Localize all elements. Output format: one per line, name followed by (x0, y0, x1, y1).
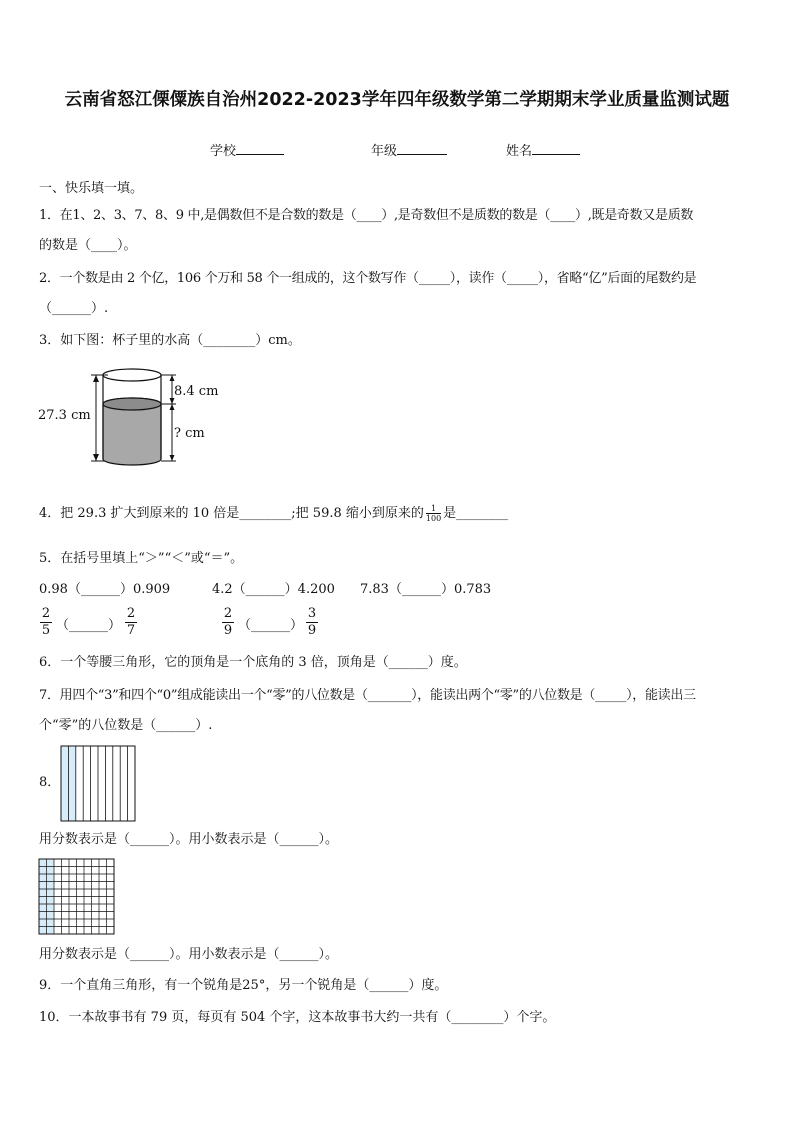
school-field (210, 140, 284, 159)
numerator: 3 (307, 606, 317, 621)
question-9: 9．一个直角三角形，有一个锐角是25°，另一个锐角是（______）度。 (39, 978, 448, 993)
tenths-grid-lines (68, 746, 127, 821)
fraction-denominator: 100 (425, 514, 442, 523)
question-1-line-1: 1．在1、2、3、7、8、9 中,是偶数但不是合数的数是（____）,是奇数但不是质数的数是（____）,既是奇数又是质数 (39, 208, 694, 223)
name-blank (532, 142, 580, 155)
question-4 (39, 504, 508, 523)
top-gap-label: 8.4 cm (174, 384, 219, 399)
denominator: 5 (41, 623, 51, 638)
grade-label: 年级 (371, 144, 398, 159)
denominator: 7 (126, 623, 136, 638)
grade-field (371, 140, 447, 159)
fraction-2-5 (40, 607, 52, 638)
cup-figure (36, 362, 236, 472)
cup-rim (103, 369, 161, 381)
compare-4-blank: （______） (56, 618, 122, 633)
question-8-answer-2: 用分数表示是（______）。用小数表示是（______）。 (39, 947, 339, 962)
compare-5-blank: （______） (238, 618, 304, 633)
water-arrow-head-1 (170, 404, 175, 410)
water-arrow-head-2 (170, 455, 175, 461)
compare-2: 4.2（______）4.200 (212, 582, 335, 597)
question-7-line-2: 个“零”的八位数是（______）. (39, 718, 213, 733)
question-10: 10．一本故事书有 79 页，每页有 504 个字，这本故事书大约一共有（________）个字。 (39, 1010, 556, 1025)
question-8-number: 8． (39, 775, 61, 790)
question-3: 3．如下图：杯子里的水高（________）cm。 (39, 333, 301, 348)
denominator: 9 (223, 623, 233, 638)
fraction-2-9 (222, 607, 234, 638)
section-heading: 一、快乐填一填。 (39, 181, 144, 196)
question-4-part-1: 4．把 29.3 扩大到原来的 10 倍是________;把 59.8 缩小到原来的 (39, 506, 424, 521)
top-gap-arrow-head-1 (170, 375, 175, 381)
fraction-1-100 (426, 504, 441, 523)
numerator: 2 (126, 606, 136, 621)
arrow-head-top (93, 375, 99, 382)
question-7-line-1: 7．用四个“3”和四个“0”组成能读出一个“零”的八位数是（_______），能读出两个“零”的八位数是（_____），能读出三 (39, 688, 696, 703)
fraction-numerator: 1 (430, 504, 437, 513)
fraction-2-7 (125, 607, 137, 638)
school-label: 学校 (210, 144, 237, 159)
question-5: 5．在括号里填上“＞”“＜”或“＝”。 (39, 551, 244, 566)
compare-3: 7.83（______）0.783 (360, 582, 492, 597)
hundredths-grid-figure (38, 858, 115, 935)
question-2-line-2: （______）. (39, 301, 109, 316)
question-8-answer-1: 用分数表示是（______）。用小数表示是（______）。 (39, 832, 339, 847)
water-surface (103, 398, 161, 410)
numerator: 2 (41, 606, 51, 621)
name-label: 姓名 (506, 144, 533, 159)
question-2-line-1: 2．一个数是由 2 个亿，106 个万和 58 个一组成的，这个数写作（_____），读作（_____），省略“亿”后面的尾数约是 (39, 271, 697, 286)
page-title: 云南省怒江傈僳族自治州2022-2023学年四年级数学第二学期期末学业质量监测试题 (64, 90, 730, 110)
question-6: 6．一个等腰三角形，它的顶角是一个底角的 3 倍，顶角是（______）度。 (39, 655, 467, 670)
grade-blank (397, 142, 447, 155)
question-1-line-2: 的数是（____）。 (39, 238, 137, 253)
question-4-part-2: 是________ (443, 506, 509, 521)
name-field (506, 140, 580, 159)
tenths-grid-figure (60, 745, 136, 823)
fraction-3-9 (306, 607, 318, 638)
school-blank (236, 142, 284, 155)
denominator: 9 (307, 623, 317, 638)
total-height-label: 27.3 cm (38, 408, 91, 423)
water-height-label: ? cm (174, 426, 205, 441)
numerator: 2 (223, 606, 233, 621)
compare-1: 0.98（______）0.909 (39, 582, 171, 597)
arrow-head-bottom (93, 454, 99, 461)
